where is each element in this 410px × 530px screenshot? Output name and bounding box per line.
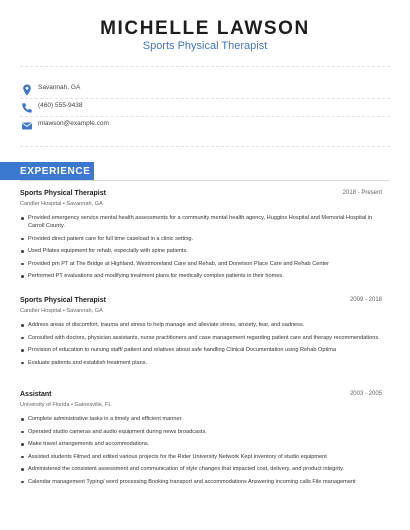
- job-entry: [20, 190, 382, 285]
- list-item: Operated studio cameras and audio equipment during news broadcasts.: [20, 428, 382, 436]
- list-item: Assisted students Filmed and edited various projects for the Rider University Network Kept inventory of studio equipment: [20, 453, 382, 461]
- list-item: Provided direct patient care for full time caseload in a clinic setting.: [20, 235, 382, 243]
- list-item: Provided prn PT at The Bridge at Highland, Westmoreland Care and Rehab, and Donelson Place Care and Rehab Center: [20, 260, 382, 268]
- list-item: Used Pilates equipment for rehab, especially with spine patients.: [20, 247, 382, 255]
- contact-divider: [20, 98, 390, 99]
- list-item: Performed PT evaluations and modifying treatment plans for medically complex patients in their homes.: [20, 272, 382, 280]
- job-bullets: [20, 321, 382, 367]
- experience-heading: EXPERIENCE: [20, 166, 91, 177]
- candidate-title: Sports Physical Therapist: [142, 40, 268, 52]
- job-bullets: [20, 214, 382, 280]
- job-title: Sports Physical Therapist: [20, 190, 106, 197]
- job-dates: 2003 - 2005: [349, 391, 382, 397]
- list-item: Provided emergency service mental health assessments for a community mental health agency, Huggins Hospital and Memorial Hospital in Carroll County.: [20, 214, 382, 230]
- job-title: Assistant: [20, 391, 52, 398]
- header-divider: [20, 66, 390, 67]
- contact-phone-text: (460) 555-9438: [38, 102, 83, 109]
- job-bullets: [20, 415, 382, 486]
- job-employer-line: [20, 402, 382, 412]
- job-dates: 2018 - Present: [342, 190, 382, 196]
- job-dates: 2009 - 2018: [349, 297, 382, 303]
- job-location: Gainesville, FL: [74, 402, 112, 408]
- list-item: Make travel arrangements and accommodations.: [20, 440, 382, 448]
- job-employer: University of Florida: [20, 402, 70, 408]
- job-employer-line: [20, 201, 382, 211]
- job-location: Savannah, GA: [66, 201, 103, 207]
- separator-dot: •: [62, 201, 67, 207]
- job-entry: [20, 391, 382, 490]
- contact-divider: [20, 146, 390, 147]
- list-item: Evaluate patients and establish treatment plans.: [20, 359, 382, 367]
- list-item: Provision of education to nursing staff/ patient and relatives about safe handling Clinical Documentation using Rehab Optima: [20, 346, 382, 354]
- contact-location-text: Savannah, GA: [38, 84, 81, 91]
- contact-location: [20, 82, 390, 98]
- separator-dot: •: [62, 308, 67, 314]
- location-pin-icon: [20, 83, 34, 97]
- contact-phone: [20, 100, 390, 116]
- list-item: Address areas of discomfort, trauma and stress to help manage and alleviate stress, anxiety, fear, and sadness.: [20, 321, 382, 329]
- candidate-name: MICHELLE LAWSON: [100, 18, 310, 39]
- job-employer: Candler Hospital: [20, 201, 62, 207]
- section-divider: [20, 180, 390, 181]
- list-item: Calendar management Typing/ word processing Booking transport and accommodations Answering incoming calls File management: [20, 478, 382, 486]
- separator-dot: •: [71, 402, 75, 408]
- job-employer: Candler Hospital: [20, 308, 62, 314]
- phone-icon: [20, 101, 34, 115]
- list-item: Complete administrative tasks in a timely and efficient manner.: [20, 415, 382, 423]
- contact-email: [20, 118, 390, 134]
- envelope-icon: [20, 119, 34, 133]
- job-employer-line: [20, 308, 382, 318]
- list-item: Administered the consistent assessment and communication of style changes that impacted cost, delivery, and product integrity.: [20, 465, 382, 473]
- contact-divider: [20, 116, 390, 117]
- job-location: Savannah, GA: [66, 308, 103, 314]
- job-title: Sports Physical Therapist: [20, 297, 106, 304]
- contact-email-text: mlawson@example.com: [38, 120, 109, 127]
- job-entry: [20, 297, 382, 371]
- list-item: Consulted with doctors, physician assistants, nurse practitioners and case management regarding patient care and therapy recommendations.: [20, 334, 382, 342]
- experience-section-header: [0, 162, 94, 180]
